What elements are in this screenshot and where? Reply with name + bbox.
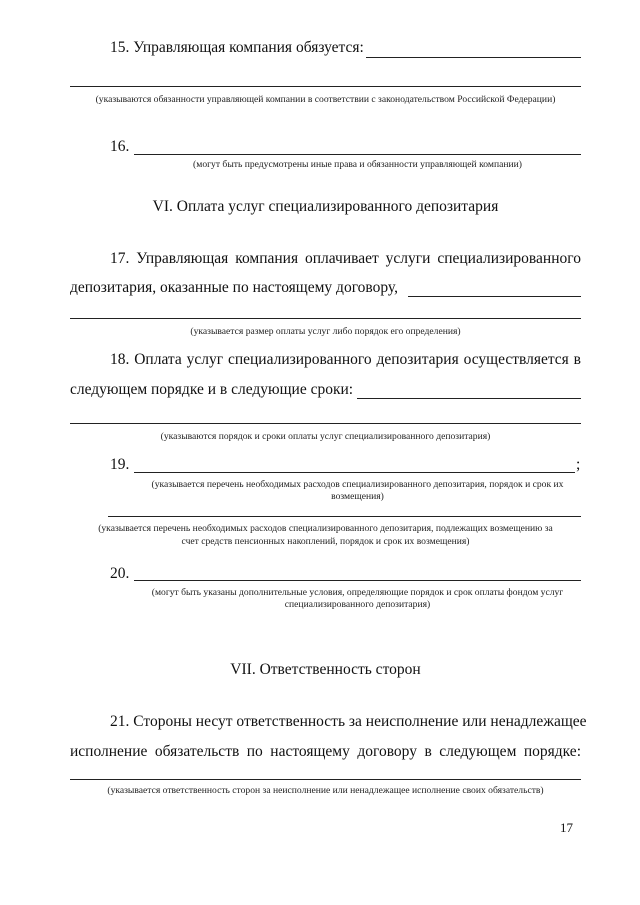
item-19-number: 19.	[110, 456, 130, 473]
item-19-note2-line-2: счет средств пенсионных накоплений, порядок и срок их возмещения)	[181, 536, 470, 547]
item-21-line-1: 21. Стороны несут ответственность за неисполнение или ненадлежащее	[110, 713, 587, 730]
page-number: 17	[560, 820, 573, 835]
item-19-line-2	[108, 516, 581, 517]
item-19-note2-line-1: (указывается перечень необходимых расходов специализированного депозитария, подлежащих возмещению за	[98, 523, 553, 534]
item-21-note: (указывается ответственность сторон за неисполнение или ненадлежащее исполнение своих обязательств)	[107, 785, 544, 796]
item-18-line-3	[70, 423, 581, 424]
item-18-line-2: следующем порядке и в следующие сроки:	[70, 381, 354, 398]
item-19-note-line-1: (указывается перечень необходимых расходов специализированного депозитария, порядок и срок их	[151, 479, 564, 490]
item-18-fill-line	[357, 398, 581, 399]
item-20-note-line-1: (могут быть указаны дополнительные условия, определяющие порядок и срок оплаты фондом услуг	[151, 587, 564, 598]
item-19-semicolon: ;	[576, 456, 581, 473]
item-18-note: (указываются порядок и сроки оплаты услуг специализированного депозитария)	[160, 431, 491, 442]
item-15-line-2	[70, 86, 581, 87]
item-17-note: (указывается размер оплаты услуг либо порядок его определения)	[190, 326, 461, 337]
item-16-fill-line	[134, 154, 581, 155]
item-21-fill-line	[70, 779, 581, 780]
item-20-number: 20.	[110, 565, 130, 582]
item-17-line-1: 17. Управляющая компания оплачивает услуги специализированного	[110, 250, 581, 267]
item-17-line-3	[70, 318, 581, 319]
item-19-note-line-2: возмещения)	[331, 491, 384, 502]
item-20-note-line-2: специализированного депозитария)	[284, 599, 431, 610]
item-15-fill-line	[366, 57, 581, 58]
item-16-note: (могут быть предусмотрены иные права и обязанности управляющей компании)	[193, 159, 522, 170]
item-21-line-2: исполнение обязательств по настоящему договору в следующем порядке:	[70, 743, 581, 760]
item-16-number: 16.	[110, 138, 130, 155]
item-19-fill-line	[134, 472, 575, 473]
item-15-note: (указываются обязанности управляющей компании в соответствии с законодательством Российской Федерации)	[95, 94, 556, 105]
item-17-fill-line	[408, 296, 581, 297]
section-7-title: VII. Ответственность сторон	[230, 661, 421, 678]
item-17-line-2: депозитария, оказанные по настоящему договору,	[70, 279, 398, 296]
item-18-line-1: 18. Оплата услуг специализированного депозитария осуществляется в	[110, 351, 581, 368]
item-20-fill-line	[134, 580, 581, 581]
item-15-text: 15. Управляющая компания обязуется:	[110, 39, 364, 56]
section-6-title: VI. Оплата услуг специализированного депозитария	[152, 198, 499, 215]
